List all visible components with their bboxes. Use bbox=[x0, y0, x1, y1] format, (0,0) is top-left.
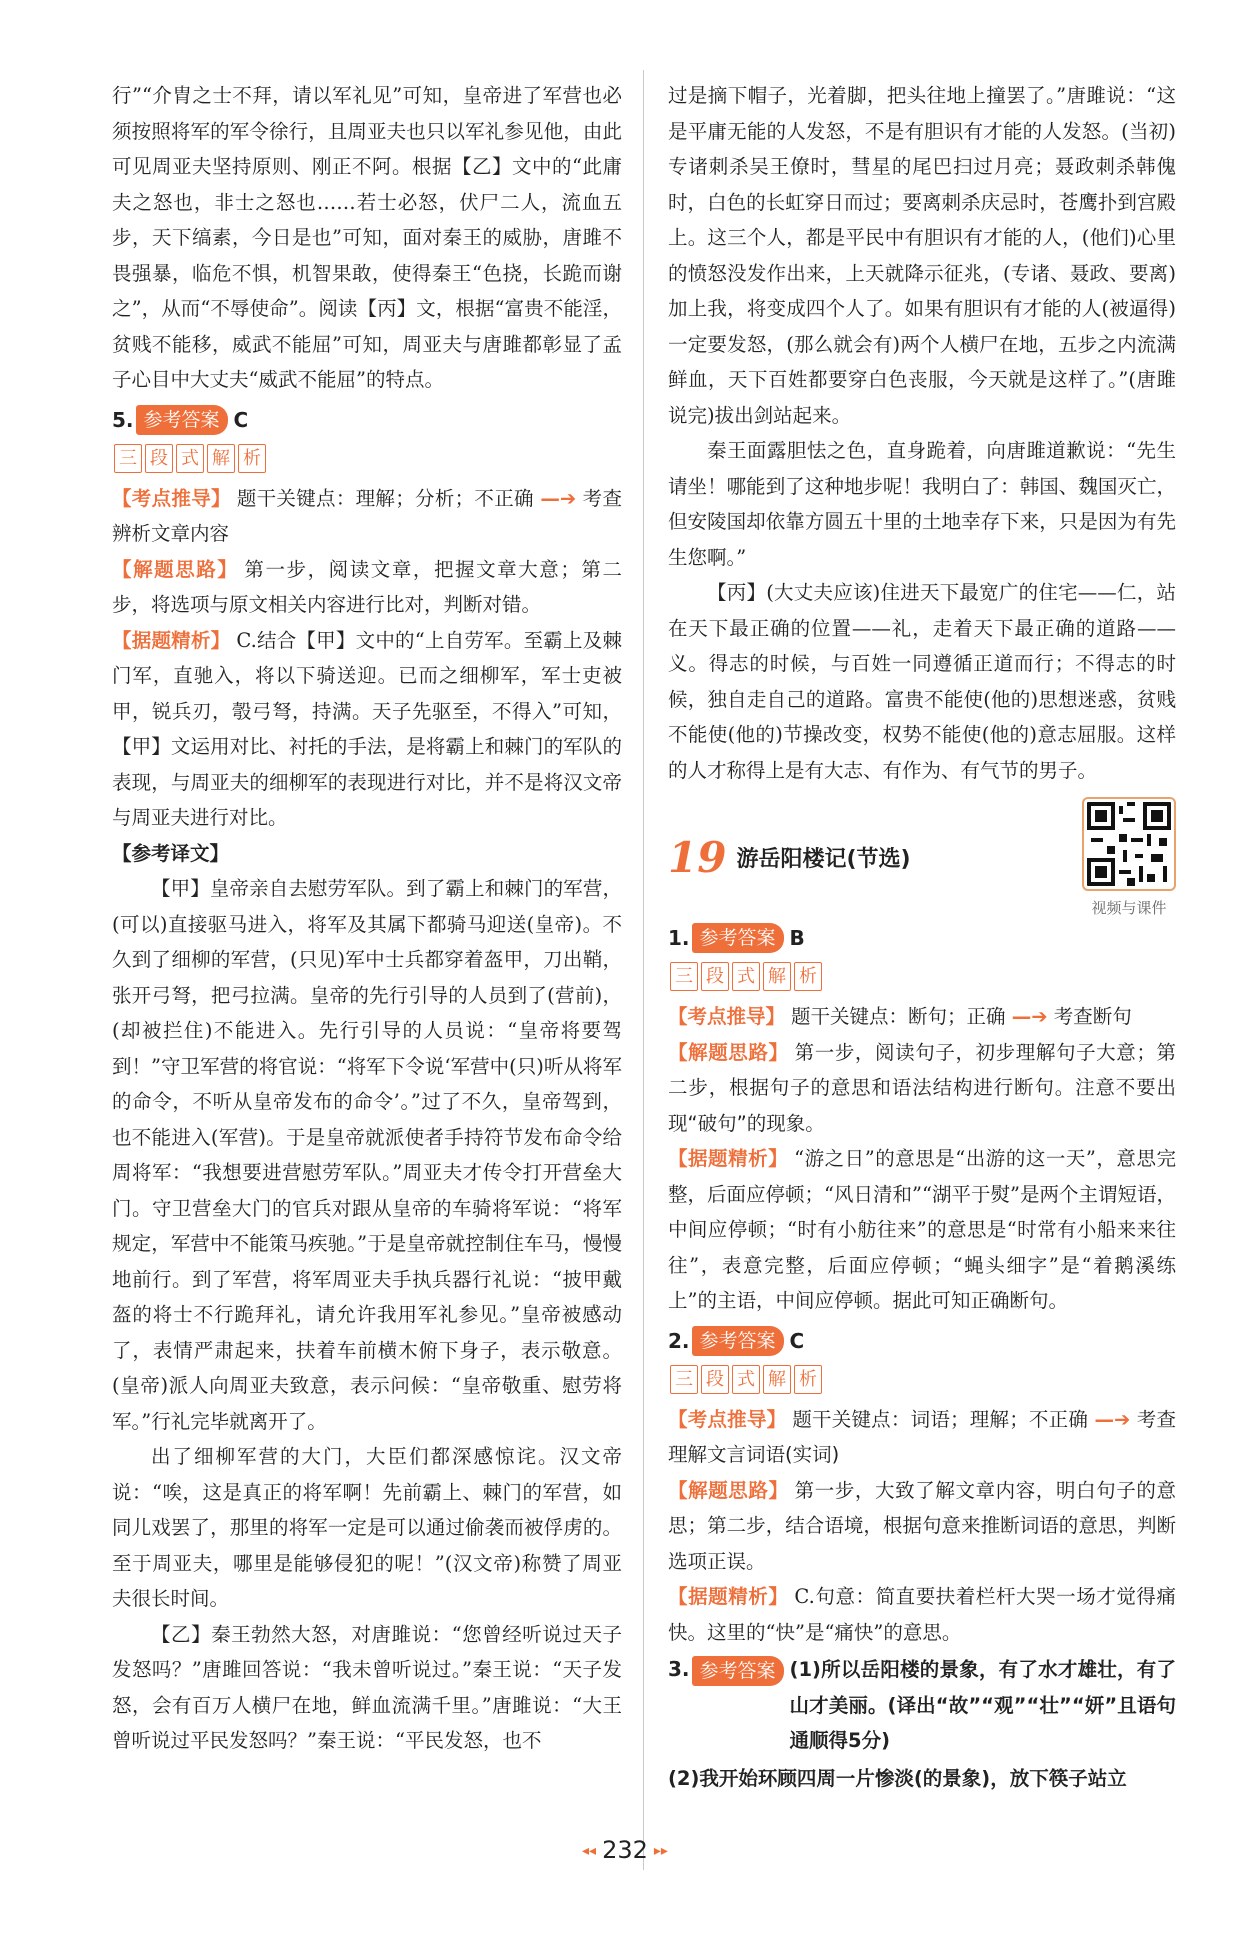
sdsj-char: 析 bbox=[794, 1365, 822, 1394]
kdtd-tag: 【考点推导】 bbox=[112, 486, 231, 510]
lesson-title: 游岳阳楼记(节选) bbox=[736, 846, 911, 872]
answer-badge: 参考答案 bbox=[692, 1326, 784, 1356]
kdtd-tag: 【考点推导】 bbox=[668, 1407, 787, 1431]
q3-answer-line bbox=[668, 1652, 1176, 1759]
q5-answer: C bbox=[233, 407, 249, 432]
qr-code-icon[interactable] bbox=[1082, 797, 1176, 891]
q2-number: 2. bbox=[668, 1328, 690, 1353]
page-number bbox=[0, 1836, 1250, 1864]
three-step-analysis-label bbox=[670, 962, 1176, 991]
sdsj-char: 析 bbox=[794, 962, 822, 991]
answer-badge: 参考答案 bbox=[692, 923, 784, 953]
lesson-number: 19 bbox=[668, 832, 727, 882]
q5-jtjx bbox=[112, 623, 622, 836]
sdsj-char: 析 bbox=[238, 444, 266, 473]
translation-paragraph: 出了细柳军营的大门，大臣们都深感惊诧。汉文帝说：“唉，这是真正的将军啊！先前霸上、棘门的军营，如同儿戏罢了，那里的将军一定是可以通过偷袭而被俘虏的。至于周亚夫，哪里是能够侵犯的呢！”(汉文帝)称赞了周亚夫很长时间。 bbox=[112, 1445, 622, 1610]
qr-block[interactable] bbox=[1082, 797, 1176, 918]
sdsj-char: 三 bbox=[670, 1365, 698, 1394]
kdtd-text: 题干关键点：断句；正确 bbox=[791, 1005, 1006, 1028]
left-column bbox=[112, 78, 622, 1759]
jtsl-text: 第一步，阅读句子，初步理解句子大意；第二步，根据句子的意思和语法结构进行断句。注意不要出现“破句”的现象。 bbox=[668, 1040, 1176, 1135]
kdtd-text: 题干关键点：理解；分析；不正确 bbox=[236, 486, 534, 510]
arrow-icon: —➔ bbox=[1011, 1005, 1048, 1028]
translation-paragraph: 【丙】(大丈夫应该)住进天下最宽广的住宅——仁，站在天下最正确的位置——礼，走着天下最正确的道路——义。得志的时候，与百姓一同遵循正道而行；不得志的时候，独自走自己的道路。富贵不能使(他的)思想迷惑，贫贱不能使(他的)节操改变，权势不能使(他的)意志屈服。这样的人才称得上是有大志、有作为、有气节的男子。 bbox=[668, 581, 1176, 782]
translation-paragraph: 秦王面露胆怯之色，直身跪着，向唐雎道歉说：“先生请坐！哪能到了这种地步呢！我明白了：韩国、魏国灭亡，但安陵国却依靠方圆五十里的土地幸存下来，只是因为有先生您啊。” bbox=[668, 439, 1176, 569]
kdtd-tail: 考查辨析文章内容 bbox=[112, 486, 622, 545]
jtjx-tag: 【据题精析】 bbox=[668, 1147, 789, 1170]
jtsl-text: 第一步，阅读文章，把握文章大意；第二步，将选项与原文相关内容进行比对，判断对错。 bbox=[112, 557, 622, 616]
sdsj-char: 式 bbox=[176, 444, 204, 473]
sdsj-char: 解 bbox=[763, 1365, 791, 1394]
answer-badge: 参考答案 bbox=[692, 1656, 784, 1686]
right-column bbox=[668, 78, 1176, 1796]
sdsj-char: 三 bbox=[114, 444, 142, 473]
translation-paragraph: 过是摘下帽子，光着脚，把头往地上撞罢了。”唐雎说：“这是平庸无能的人发怒，不是有胆识有才能的人发怒。(当初)专诸刺杀吴王僚时，彗星的尾巴扫过月亮；聂政刺杀韩傀时，白色的长虹穿日而过；要离刺杀庆忌时，苍鹰扑到宫殿上。这三个人，都是平民中有胆识有才能的人，(他们)心里的愤怒没发作出来，上天就降示征兆，(专诸、聂政、要离)加上我，将变成四个人了。如果有胆识有才能的人(被逼得)一定要发怒，(那么就会有)两个人横尸在地，五步之内流满鲜血，天下百姓都要穿白色丧服，今天就是这样了。”(唐雎说完)拔出剑站起来。 bbox=[668, 84, 1176, 427]
jtjx-text: C.结合【甲】文中的“上自劳军。至霸上及棘门军，直驰入，将以下骑送迎。已而之细柳军，军士吏被甲，锐兵刃，彀弓弩，持满。天子先驱至，不得入”可知，【甲】文运用对比、衬托的手法，是将霸上和棘门的军队的表现，与周亚夫的细柳军的表现进行对比，并不是将汉文帝与周亚夫进行对比。 bbox=[112, 628, 622, 829]
jtjx-text: C.句意：简直要扶着栏杆大哭一场才觉得痛快。这里的“快”是“痛快”的意思。 bbox=[668, 1585, 1176, 1644]
translation-paragraph: 【甲】皇帝亲自去慰劳军队。到了霸上和棘门的军营，(可以)直接驱马进入，将军及其属下都骑马迎送(皇帝)。不久到了细柳的军营，(只见)军中士兵都穿着盔甲，刀出鞘，张开弓弩，把弓拉满。皇帝的先行引导的人员到了(营前)，(却被拦住)不能进入。先行引导的人员说：“皇帝将要驾到！”守卫军营的将官说：“将军下令说‘军营中(只)听从将军的命令，不听从皇帝发布的命令’。”过了不久，皇帝驾到，也不能进入(军营)。于是皇帝就派使者手持符节发布命令给周将军：“我想要进营慰劳军队。”周亚夫才传令打开营垒大门。守卫营垒大门的官兵对跟从皇帝的车骑将军说：“将军规定，军营中不能策马疾驰。”于是皇帝就控制住车马，慢慢地前行。到了军营，将军周亚夫手执兵器行礼说：“披甲戴盔的将士不行跪拜礼，请允许我用军礼参见。”皇帝被感动了，表情严肃起来，扶着车前横木俯下身子，表示敬意。(皇帝)派人向周亚夫致意，表示问候：“皇帝敬重、慰劳将军。”行礼完毕就离开了。 bbox=[112, 877, 622, 1433]
sdsj-char: 三 bbox=[670, 962, 698, 991]
q5-answer-line bbox=[112, 400, 622, 440]
jtsl-tag: 【解题思路】 bbox=[668, 1040, 789, 1064]
page-number-text: 232 bbox=[602, 1836, 648, 1864]
right-arrow-icon: ▸▸ bbox=[653, 1843, 668, 1859]
sdsj-char: 式 bbox=[732, 1365, 760, 1394]
three-step-analysis-label bbox=[670, 1365, 1176, 1394]
reference-translation-heading: 【参考译文】 bbox=[112, 841, 230, 865]
qr-caption: 视频与课件 bbox=[1091, 898, 1167, 917]
jtsl-tag: 【解题思路】 bbox=[112, 557, 239, 581]
q2-answer: C bbox=[789, 1328, 805, 1353]
lesson-header bbox=[668, 802, 1176, 917]
q1-kdtd bbox=[668, 999, 1176, 1035]
q3-answer-line1: (1)所以岳阳楼的景象，有了水才雄壮，有了山才美丽。(译出“故”“观”“壮”“妍”且语句通顺得5分) bbox=[789, 1658, 1176, 1752]
kdtd-tag: 【考点推导】 bbox=[668, 1005, 786, 1028]
three-step-analysis-label bbox=[114, 444, 622, 473]
q2-jtjx bbox=[668, 1579, 1176, 1650]
q1-jtjx bbox=[668, 1141, 1176, 1319]
q5-jtsl bbox=[112, 552, 622, 623]
q1-answer: B bbox=[789, 926, 805, 950]
jtjx-tag: 【据题精析】 bbox=[668, 1585, 789, 1608]
kdtd-tail: 考查理解文言词语(实词) bbox=[668, 1407, 1176, 1466]
column-divider bbox=[643, 70, 644, 1870]
q1-number: 1. bbox=[668, 926, 690, 950]
kdtd-tail: 考查断句 bbox=[1053, 1005, 1132, 1028]
intro-paragraph: 行”“介胄之士不拜，请以军礼见”可知，皇帝进了军营也必须按照将军的军令徐行，且周亚夫也只以军礼参见他，由此可见周亚夫坚持原则、刚正不阿。根据【乙】文中的“此庸夫之怒也，非士之怒也……若士必怒，伏尸二人，流血五步，天下缟素，今日是也”可知，面对秦王的威胁，唐雎不畏强暴，临危不惧，机智果敢，使得秦王“色挠，长跪而谢之”，从而“不辱使命”。阅读【丙】文，根据“富贵不能淫，贫贱不能移，威武不能屈”可知，周亚夫与唐雎都彰显了孟子心目中大丈夫“威武不能屈”的特点。 bbox=[112, 84, 622, 391]
q1-jtsl bbox=[668, 1035, 1176, 1142]
sdsj-char: 段 bbox=[701, 1365, 729, 1394]
q5-number: 5. bbox=[112, 407, 134, 432]
kdtd-text: 题干关键点：词语；理解；不正确 bbox=[792, 1407, 1089, 1431]
sdsj-char: 解 bbox=[207, 444, 235, 473]
q5-kdtd bbox=[112, 481, 622, 552]
answer-badge: 参考答案 bbox=[136, 405, 228, 435]
jtjx-tag: 【据题精析】 bbox=[112, 628, 231, 652]
left-arrow-icon: ◂◂ bbox=[582, 1843, 597, 1859]
q1-answer-line bbox=[668, 918, 1176, 958]
q2-answer-line bbox=[668, 1321, 1176, 1361]
jtjx-text: “游之日”的意思是“出游的这一天”，意思完整，后面应停顿；“风日清和”“湖平于熨”是两个主谓短语，中间应停顿；“时有小舫往来”的意思是“时常有小船来来往往”，表意完整，后面应停顿；“蝇头细字”是“着鹅溪练上”的主语，中间应停顿。据此可知正确断句。 bbox=[668, 1147, 1176, 1312]
jtsl-tag: 【解题思路】 bbox=[668, 1478, 789, 1502]
q3-answer-line2: (2)我开始环顾四周一片惨淡(的景象)，放下筷子站立 bbox=[668, 1766, 1127, 1790]
translation-paragraph: 【乙】秦王勃然大怒，对唐雎说：“您曾经听说过天子发怒吗？”唐雎回答说：“我未曾听说过。”秦王说：“天子发怒，会有百万人横尸在地，鲜血流满千里。”唐雎说：“大王曾听说过平民发怒吗？”秦王说：“平民发怒，也不 bbox=[112, 1622, 622, 1752]
arrow-icon: —➔ bbox=[1094, 1407, 1131, 1431]
q2-kdtd bbox=[668, 1402, 1176, 1473]
q3-number: 3. bbox=[668, 1657, 690, 1681]
sdsj-char: 式 bbox=[732, 962, 760, 991]
sdsj-char: 解 bbox=[763, 962, 791, 991]
sdsj-char: 段 bbox=[145, 444, 173, 473]
arrow-icon: —➔ bbox=[540, 486, 577, 510]
sdsj-char: 段 bbox=[701, 962, 729, 991]
q2-jtsl bbox=[668, 1473, 1176, 1580]
jtsl-text: 第一步，大致了解文章内容，明白句子的意思；第二步，结合语境，根据句意来推断词语的意思，判断选项正误。 bbox=[668, 1478, 1176, 1573]
